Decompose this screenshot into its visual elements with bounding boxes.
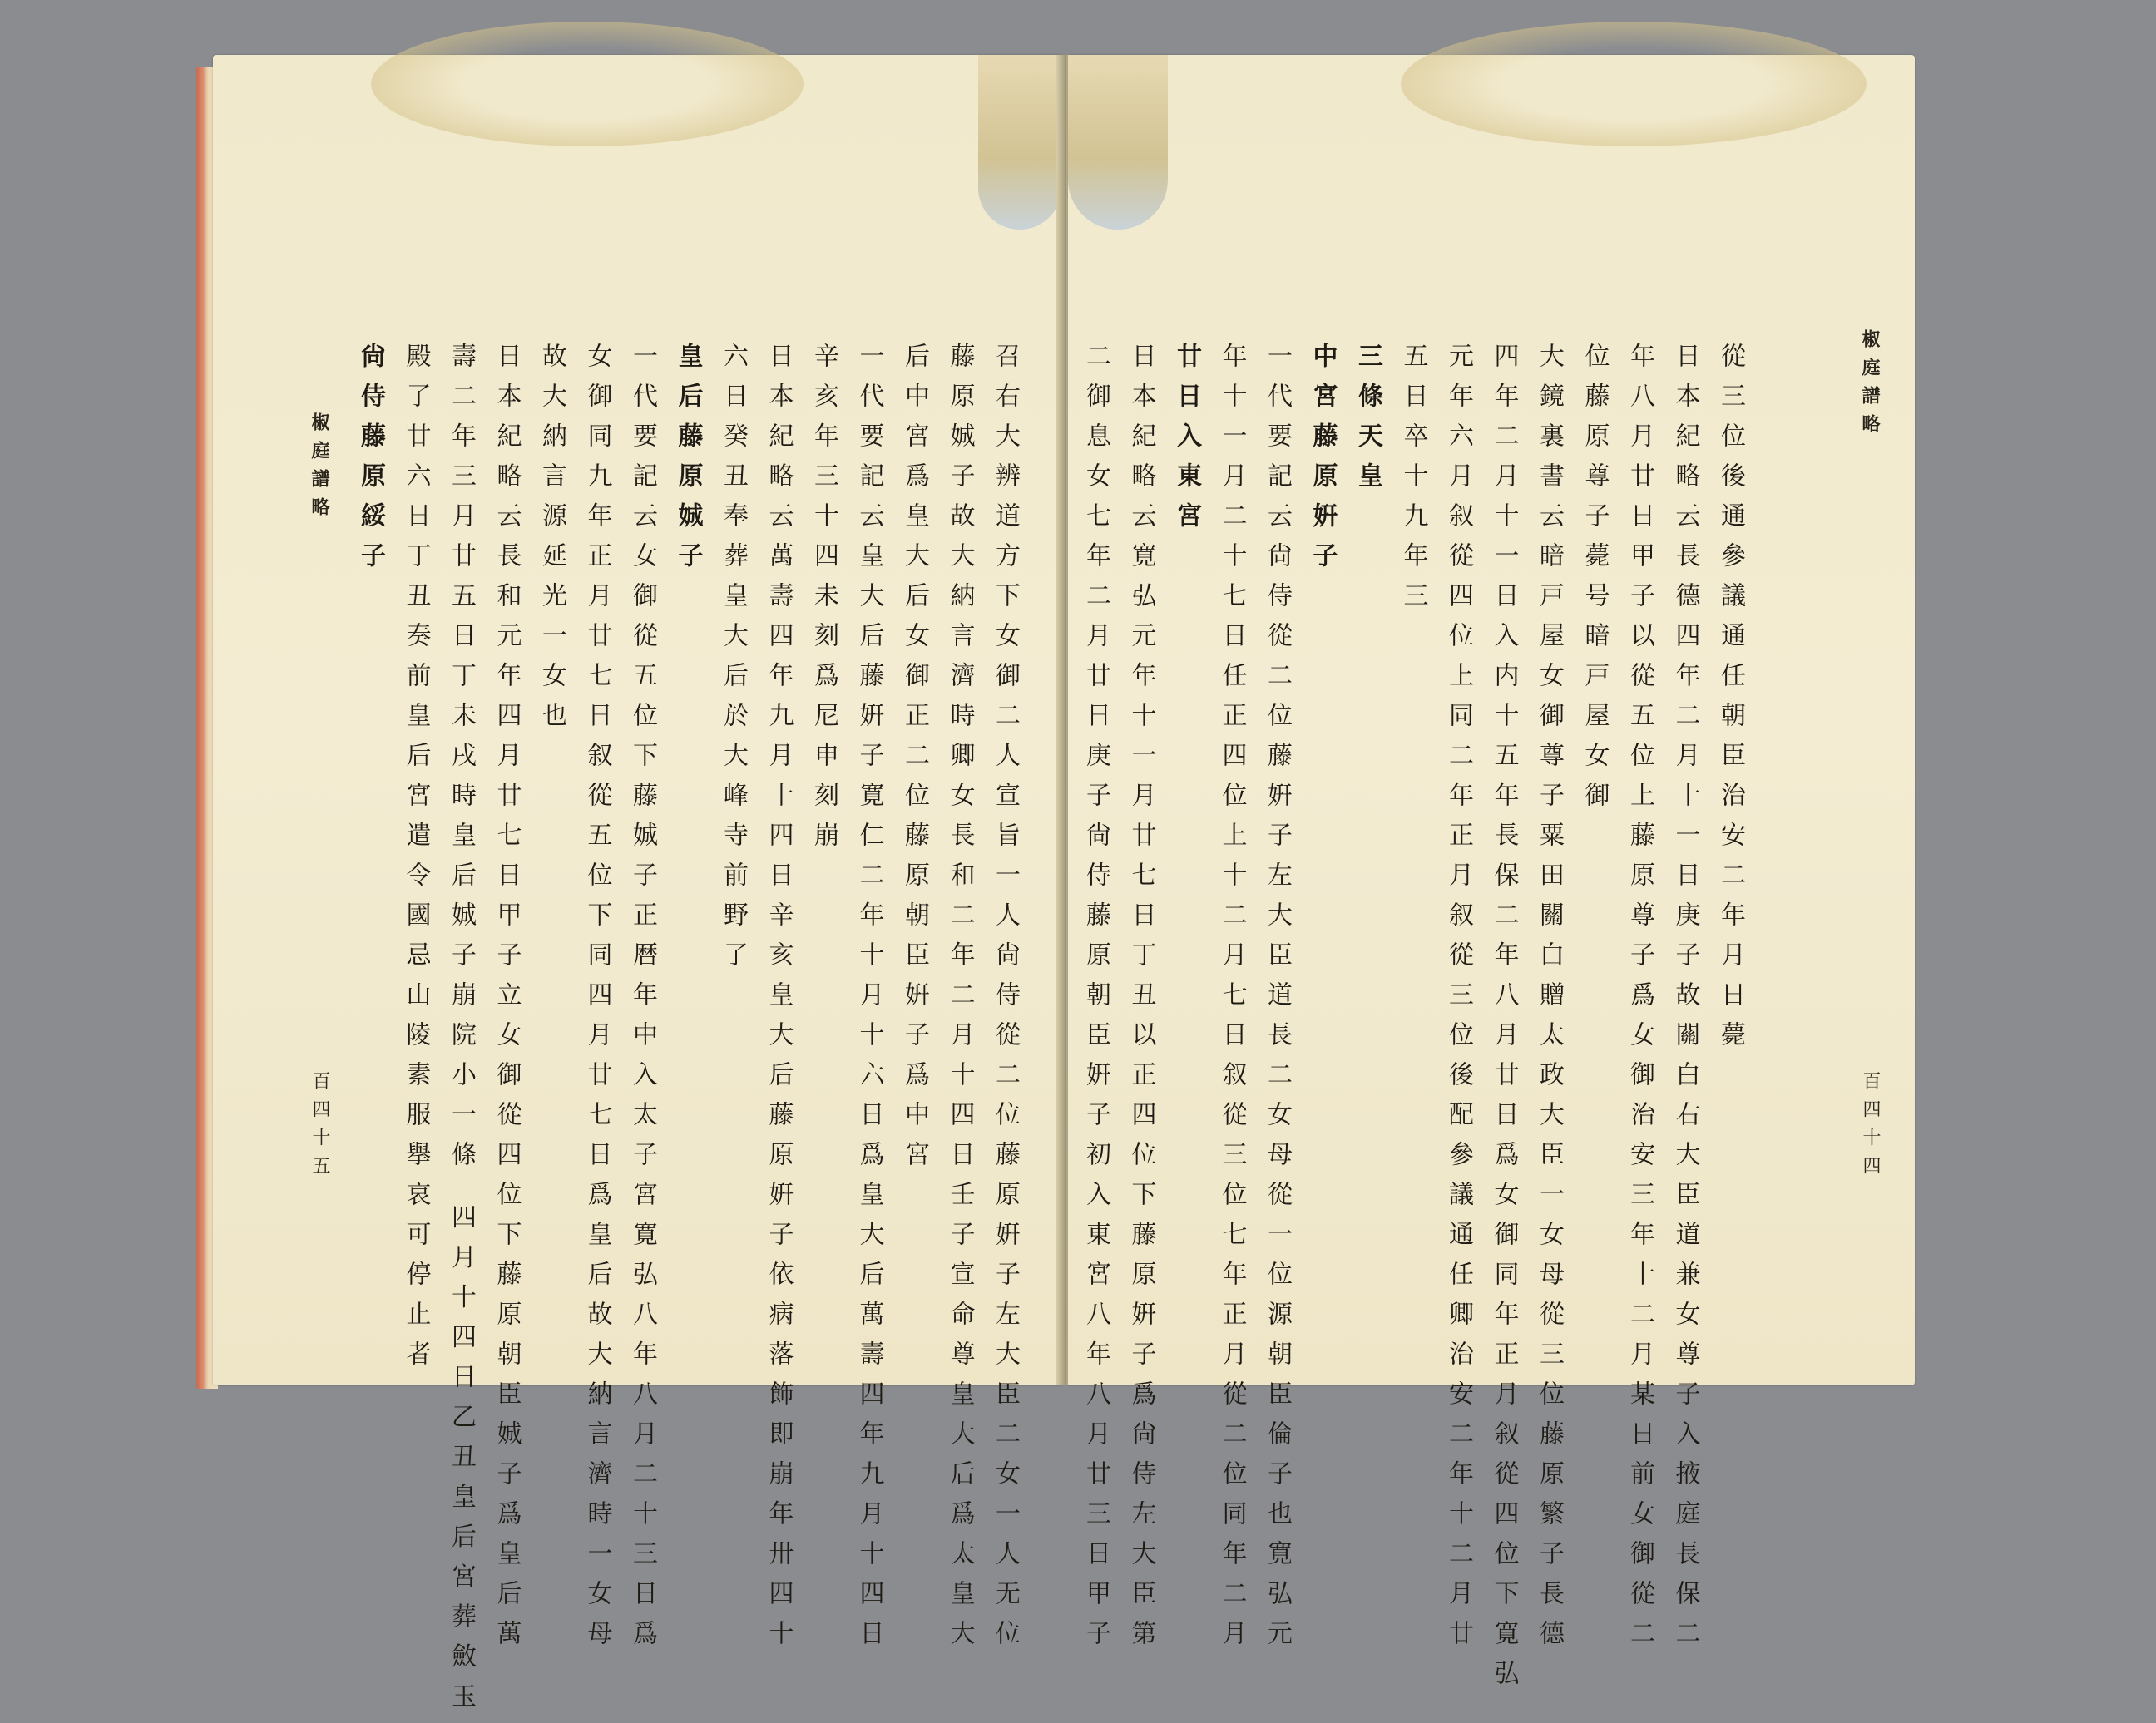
text-column: 五日卒十九年三 — [1398, 343, 1428, 622]
text-column: 日本紀略云長德四年二月十一日庚子故關白右大臣道兼女尊子入掖庭長保二 — [1670, 343, 1700, 1660]
text-column: 中宮藤原姸子 — [1308, 343, 1338, 582]
text-column: 殿了廿六日丁丑奏前皇后宮遣令國忌山陵素服擧哀可停止者 — [401, 343, 431, 1380]
text-column: 一代要記云女御從五位下藤娍子正暦年中入太子宮寛弘八年八月二十三日爲 — [628, 343, 657, 1660]
running-head-right: 椒庭譜略 — [1859, 329, 1881, 442]
open-book — [196, 55, 1916, 1723]
text-column: 從三位後通參議通任朝臣治安二年月日薨 — [1716, 343, 1745, 1061]
text-column: 壽二年三月廿五日丁未戌時皇后娍子崩院小一條 四月十四日乙丑皇后宮葬斂玉 — [447, 343, 476, 1723]
text-column: 位藤原尊子薨号暗戸屋女御 — [1580, 343, 1610, 822]
text-column: 年十一月二十七日任正四位上十二月七日叙從三位七年正月從二位同年二月 — [1217, 343, 1247, 1660]
left-page — [213, 55, 1063, 1723]
text-column: 后中宮爲皇大后女御正二位藤原朝臣姸子爲中宮 — [900, 343, 929, 1181]
text-column: 日本紀略云寛弘元年十一月廿七日丁丑以正四位下藤原姸子爲尙侍左大臣第 — [1126, 343, 1156, 1660]
right-page — [1068, 55, 1915, 1700]
page-tear — [1068, 55, 1168, 230]
text-column: 召右大辨道方下女御二人宣旨一人尙侍從二位藤原姸子左大臣二女一人无位 — [991, 343, 1020, 1660]
text-column: 日本紀略云長和元年四月廿七日甲子立女御從四位下藤原朝臣娍子爲皇后萬 — [492, 343, 522, 1660]
text-column: 一代要記云皇大后藤姸子寛仁二年十月十六日爲皇大后萬壽四年九月十四日 — [854, 343, 884, 1660]
text-column: 大鏡裏書云暗戸屋女御尊子粟田關白贈太政大臣一女母從三位藤原繁子長德 — [1535, 343, 1564, 1660]
page-number-right: 百四十四 — [1860, 1071, 1881, 1184]
text-column: 辛亥年三十四未刻爲尼申刻崩 — [809, 343, 838, 862]
text-column: 故大納言源延光一女也 — [537, 343, 566, 742]
page-tear — [978, 55, 1061, 230]
text-column: 女御同九年正月廿七日叙從五位下同四月廿七日爲皇后故大納言濟時一女母 — [582, 343, 612, 1660]
text-column: 二御息女七年二月廿日庚子尙侍藤原朝臣姸子初入東宮八年八月廿三日甲子 — [1081, 343, 1110, 1660]
text-column: 六日癸丑奉葬皇大后於大峰寺前野了 — [719, 343, 748, 981]
water-stain — [371, 22, 804, 146]
page-number-left: 百四十五 — [309, 1071, 330, 1184]
running-head-left: 椒庭譜略 — [309, 412, 330, 526]
text-column: 尙侍藤原綏子 — [356, 343, 385, 582]
text-column: 皇后藤原娍子 — [673, 343, 703, 582]
text-column: 元年六月叙從四位上同二年正月叙從三位後配參議通任卿治安二年十二月廿 — [1444, 343, 1473, 1660]
text-column: 一代要記云尙侍從二位藤姸子左大臣道長二女母從一位源朝臣倫子也寛弘元 — [1263, 343, 1292, 1660]
text-column: 日本紀略云萬壽四年九月十四日辛亥皇大后藤原姸子依病落飾即崩年卅四十 — [764, 343, 794, 1660]
text-column: 三條天皇 — [1353, 343, 1382, 502]
text-column: 廿日入東宮 — [1172, 343, 1201, 542]
water-stain — [1401, 22, 1867, 146]
text-column: 四年二月十一日入内十五年長保二年八月廿日爲女御同年正月叙從四位下寛弘 — [1489, 343, 1519, 1700]
text-column: 藤原娍子故大納言濟時卿女長和二年二月十四日壬子宣命尊皇大后爲太皇大 — [945, 343, 975, 1660]
text-column: 年八月廿日甲子以從五位上藤原尊子爲女御治安三年十二月某日前女御從二 — [1625, 343, 1654, 1660]
